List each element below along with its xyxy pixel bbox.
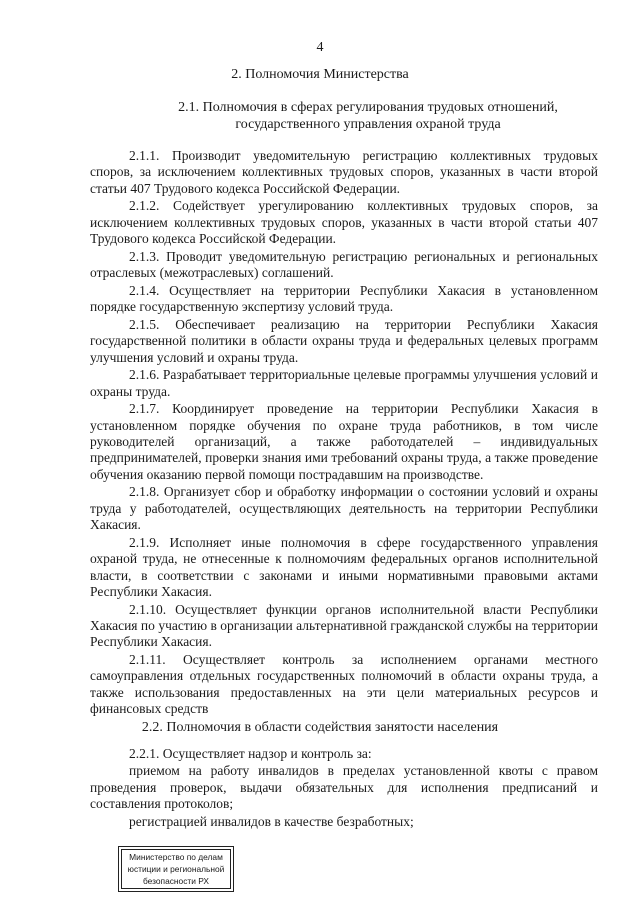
stamp-line1: Министерство по делам: [129, 852, 223, 862]
paragraph-2-1-8: 2.1.8. Организует сбор и обработку информации о состоянии условий и охраны труда у работодателей, осуществляющих деятельность на территории Республики Хакасия.: [90, 484, 598, 533]
ministry-stamp: [121, 849, 231, 889]
paragraph-2-1-3: 2.1.3. Проводит уведомительную регистрацию региональных и региональных отраслевых (межотраслевых) соглашений.: [90, 248, 598, 281]
section-title: 2. Полномочия Министерства: [231, 67, 409, 82]
paragraph-2-1-9: 2.1.9. Исполняет иные полномочия в сфере государственного управления охраной труда, не отнесенные к полномочиям федеральных органов исполнительной власти, в соответствии с законами и иными нормативными правовыми актами Республики Хакасия.: [90, 534, 598, 600]
subsection-title-line2: государственного управления охраной труда: [235, 117, 501, 132]
page-number: 4: [316, 40, 324, 55]
paragraph-2-1-7: 2.1.7. Координирует проведение на территории Республики Хакасия в установленном порядке обучения по охране труда работников, в том числе руководителей организаций, а также работодателей – индивидуальных предпринимателей, проверки знания ими требований охраны труда, а также проведение обучения оказанию первой помощи пострадавшим на производстве.: [90, 401, 598, 482]
paragraph-quota-control: приемом на работу инвалидов в пределах установленной квоты с правом проведения проверок, выдачи обязательных для исполнения предписаний и составления протоколов;: [90, 763, 598, 812]
paragraph-2-1-1: 2.1.1. Производит уведомительную регистрацию коллективных трудовых споров, за исключением коллективных трудовых споров, указанных в части второй статьи 407 Трудового кодекса Российской Федерации.: [90, 148, 598, 196]
subsection-2-body: [90, 746, 598, 831]
subsection-1-body: [90, 148, 598, 719]
paragraph-2-1-2: 2.1.2. Содействует урегулированию коллективных трудовых споров, за исключением коллективных трудовых споров, указанных в части второй статьи 407 Трудового кодекса Российской Федерации.: [90, 198, 598, 247]
subsection-title-line1: 2.1. Полномочия в сферах регулирования трудовых отношений,: [178, 100, 558, 115]
stamp-line3: безопасности РХ: [142, 876, 210, 886]
paragraph-2-1-4: 2.1.4. Осуществляет на территории Республики Хакасия в установленном порядке государственную экспертизу условий труда.: [90, 282, 598, 315]
subsection-2-title: 2.2. Полномочия в области содействия занятости населения: [141, 720, 499, 735]
paragraph-2-1-6: 2.1.6. Разрабатывает территориальные целевые программы улучшения условий и охраны труда.: [90, 367, 598, 399]
paragraph-2-1-5: 2.1.5. Обеспечивает реализацию на территории Республики Хакасия государственной политики в области охраны труда и федеральных целевых программ улучшения условий и охраны труда.: [90, 316, 598, 365]
stamp-line2: юстиции и региональной: [127, 864, 225, 874]
paragraph-2-1-10: 2.1.10. Осуществляет функции органов исполнительной власти Республики Хакасия по участию в организации альтернативной гражданской службы на территории Республики Хакасия.: [90, 601, 598, 650]
paragraph-2-2-1: 2.2.1. Осуществляет надзор и контроль за:: [129, 746, 372, 761]
paragraph-registration-control: регистрацией инвалидов в качестве безработных;: [129, 813, 414, 829]
paragraph-2-1-11: 2.1.11. Осуществляет контроль за исполнением органами местного самоуправления отдельных государственных полномочий в области охраны труда, а также использования предоставленных на эти цели материальных ресурсов и финансовых средств: [90, 652, 598, 717]
